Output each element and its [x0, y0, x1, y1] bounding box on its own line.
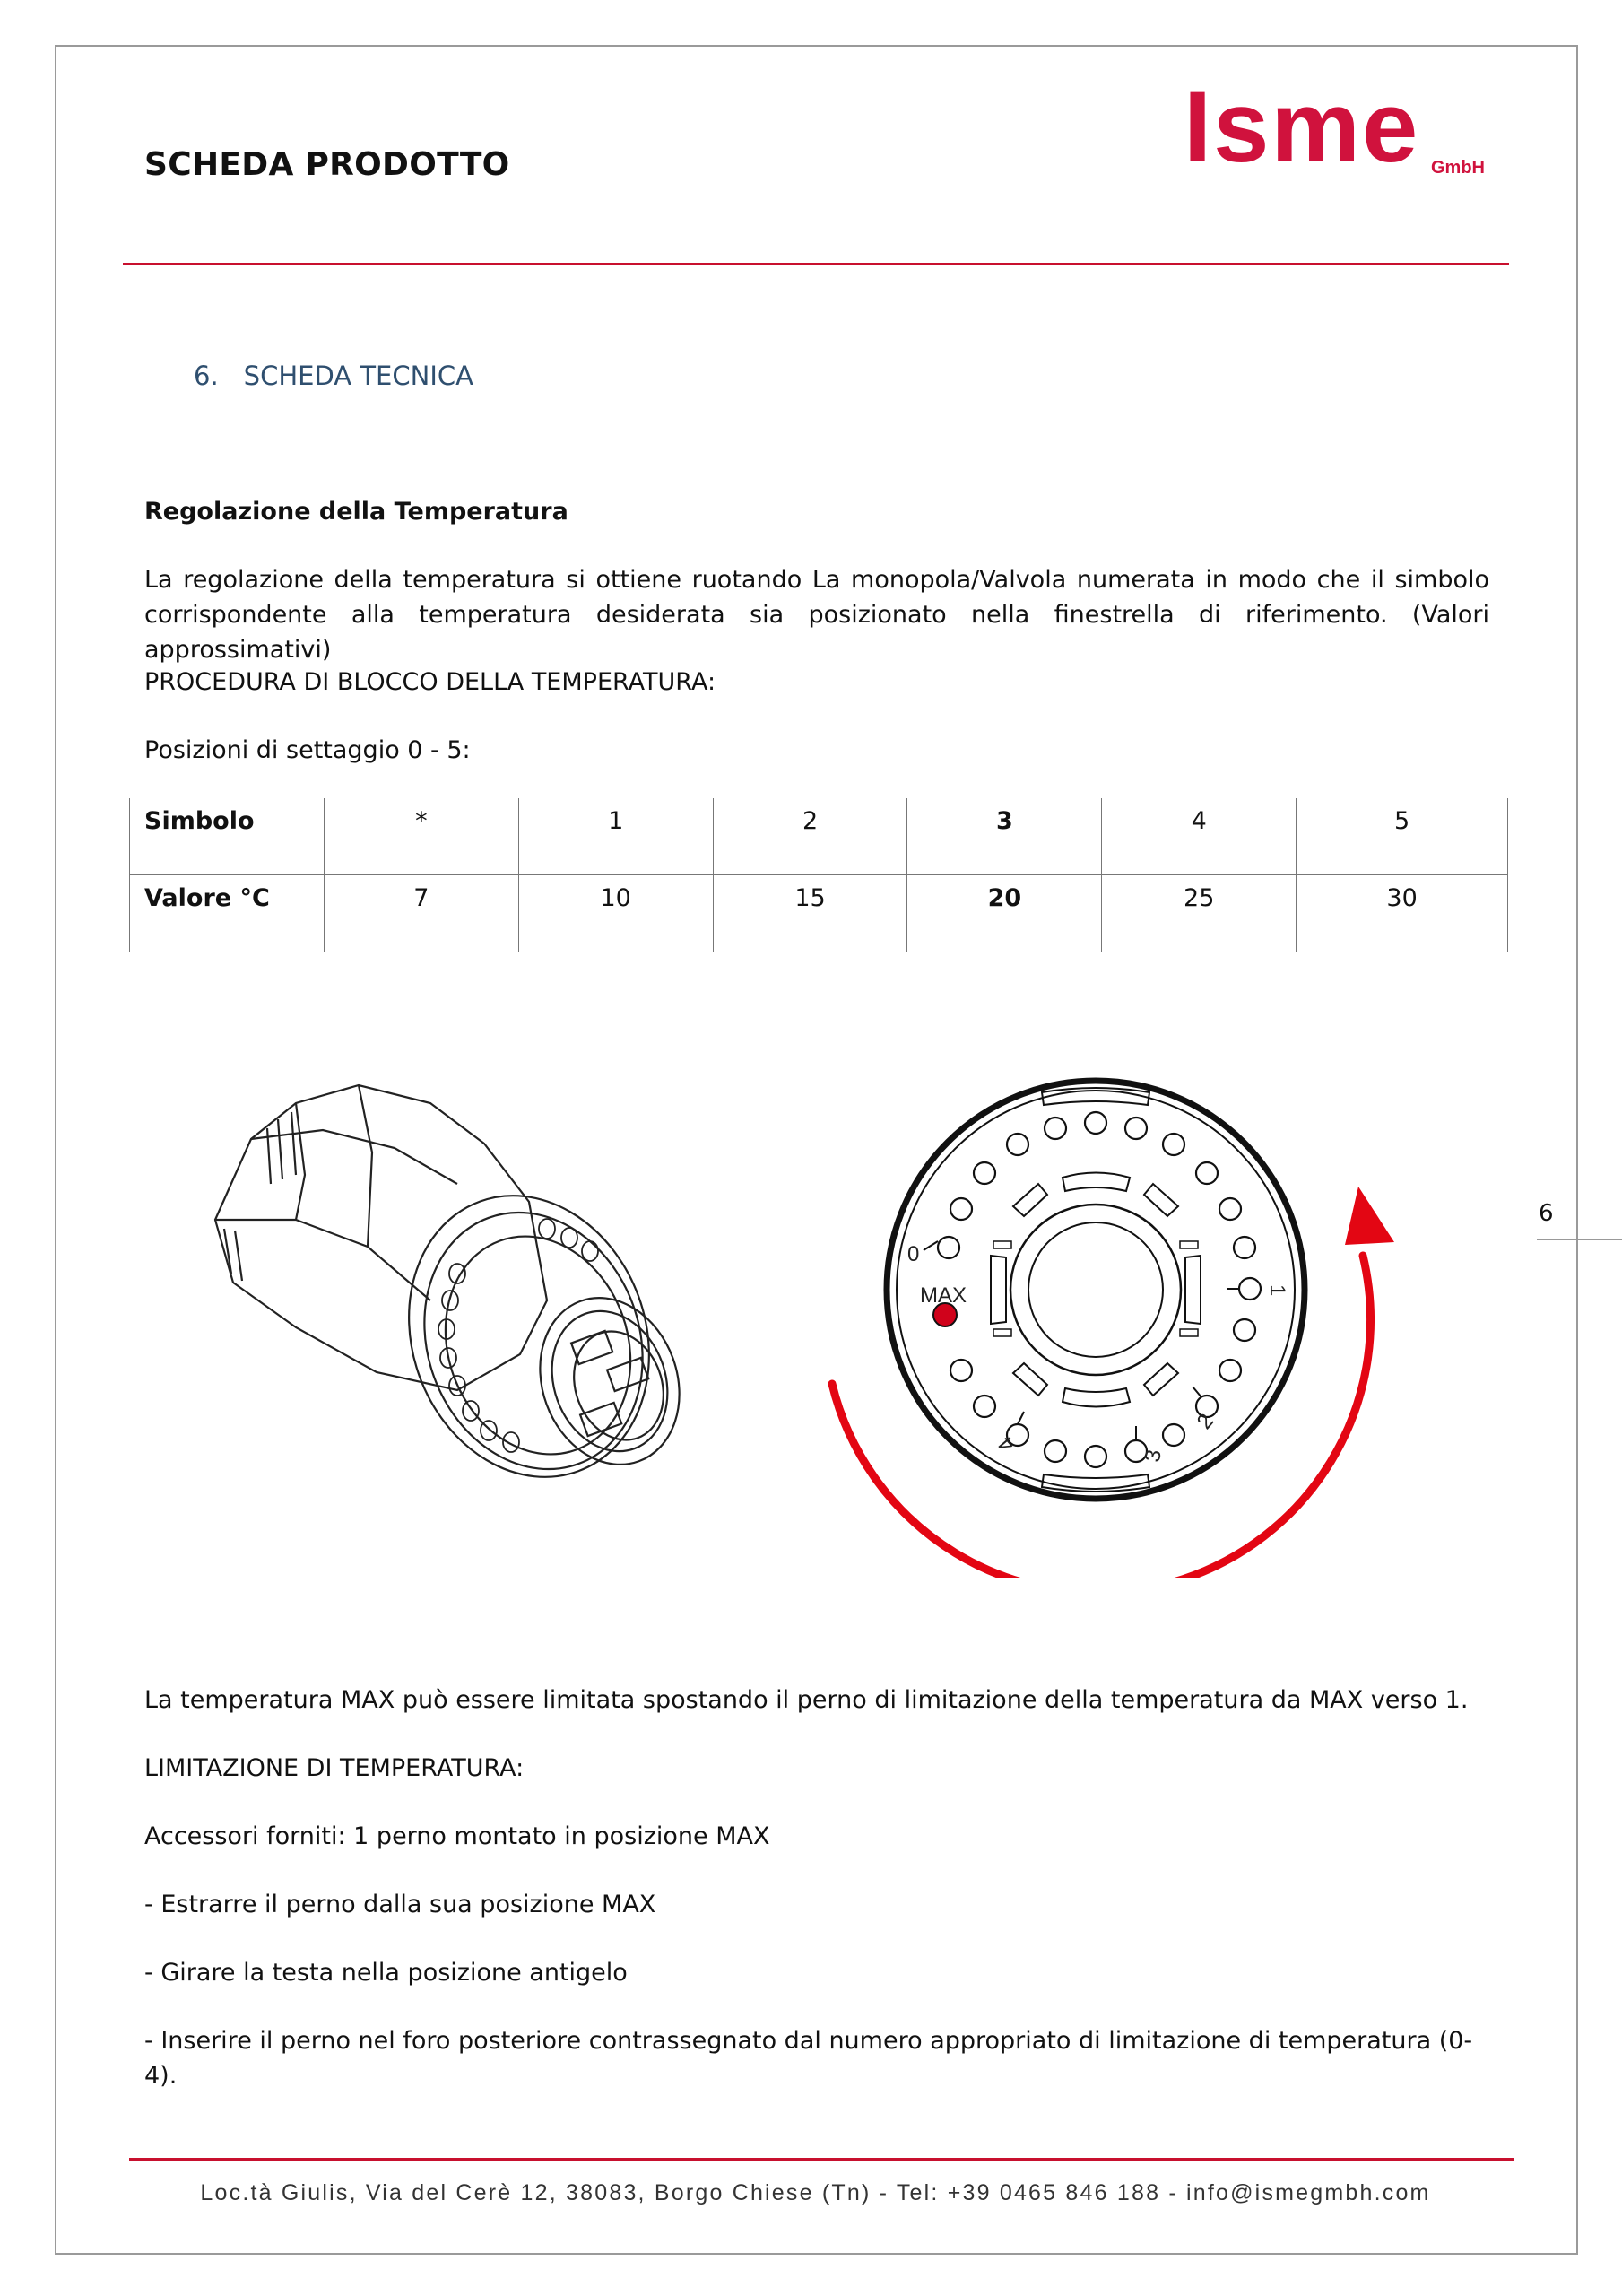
procedure-title: PROCEDURA DI BLOCCO DELLA TEMPERATURA:	[144, 668, 716, 696]
table-cell: 15	[713, 875, 907, 952]
positions-text: Posizioni di settaggio 0 - 5:	[144, 736, 471, 764]
dial-label-0: 0	[907, 1242, 920, 1266]
table-cell: 1	[518, 798, 713, 875]
intro-paragraph: La regolazione della temperatura si ottiene ruotando La monopola/Valvola numerata in modo che il simbolo corrispondente alla temperatura desiderata sia posizionato nella finestrella di riferimento. (Valori approssimativi)	[144, 566, 1489, 664]
thermostatic-head-illustration	[188, 1067, 744, 1498]
section-number: 6.	[194, 361, 219, 391]
table-cell: 4	[1102, 798, 1297, 875]
footer-contact: Loc.tà Giulis, Via del Cerè 12, 38083, Borgo Chiese (Tn) - Tel: +39 0465 846 188 - info@ismegmbh.com	[200, 2180, 1431, 2205]
rotation-arrow	[832, 1256, 1371, 1578]
dial-label-2: 2	[1192, 1409, 1219, 1434]
step-item: - Girare la testa nella posizione antigelo	[144, 1959, 628, 1987]
dial-label-max: MAX	[920, 1283, 967, 1308]
table-cell: 7	[324, 875, 518, 952]
page-number-rule	[1537, 1239, 1622, 1240]
table-cell: 30	[1297, 875, 1508, 952]
dial-label-1: 1	[1265, 1284, 1289, 1297]
dial-label-4: 4	[993, 1431, 1020, 1457]
company-logo	[1184, 71, 1506, 190]
step-item: - Estrarre il perno dalla sua posizione MAX	[144, 1891, 656, 1918]
table-row-label: Simbolo	[130, 798, 325, 875]
table-cell: 5	[1297, 798, 1508, 875]
subheading: Regolazione della Temperatura	[144, 498, 568, 526]
step-item: - Inserire il perno nel foro posteriore contrassegnato dal numero appropriato di limitazione di temperatura (0-4).	[144, 2027, 1473, 2090]
document-title: SCHEDA PRODOTTO	[144, 146, 510, 183]
dial-diagram	[807, 1058, 1435, 1578]
page-number: 6	[1539, 1200, 1554, 1227]
arrow-head-icon	[1345, 1187, 1394, 1245]
accessories-text: Accessori forniti: 1 perno montato in posizione MAX	[144, 1822, 770, 1850]
table-row-label: Valore °C	[130, 875, 325, 952]
footer-rule	[129, 2158, 1514, 2161]
max-limit-text: La temperatura MAX può essere limitata spostando il perno di limitazione della temperatura da MAX verso 1.	[144, 1686, 1469, 1714]
header-rule	[123, 263, 1509, 265]
section-heading	[194, 361, 473, 391]
settings-table	[129, 798, 1508, 952]
table-cell: 10	[518, 875, 713, 952]
logo-wordmark: Isme	[1184, 71, 1420, 183]
section-title: SCHEDA TECNICA	[243, 361, 473, 391]
dial-label-3: 3	[1140, 1448, 1167, 1465]
table-row-symbol	[130, 798, 1508, 875]
table-row-value	[130, 875, 1508, 952]
table-cell: 20	[907, 875, 1102, 952]
logo-suffix: GmbH	[1431, 158, 1485, 178]
table-cell: 25	[1102, 875, 1297, 952]
table-cell: 3	[907, 798, 1102, 875]
footer	[0, 2180, 1622, 2206]
table-cell: 2	[713, 798, 907, 875]
table-cell: *	[324, 798, 518, 875]
limitation-title: LIMITAZIONE DI TEMPERATURA:	[144, 1754, 525, 1782]
